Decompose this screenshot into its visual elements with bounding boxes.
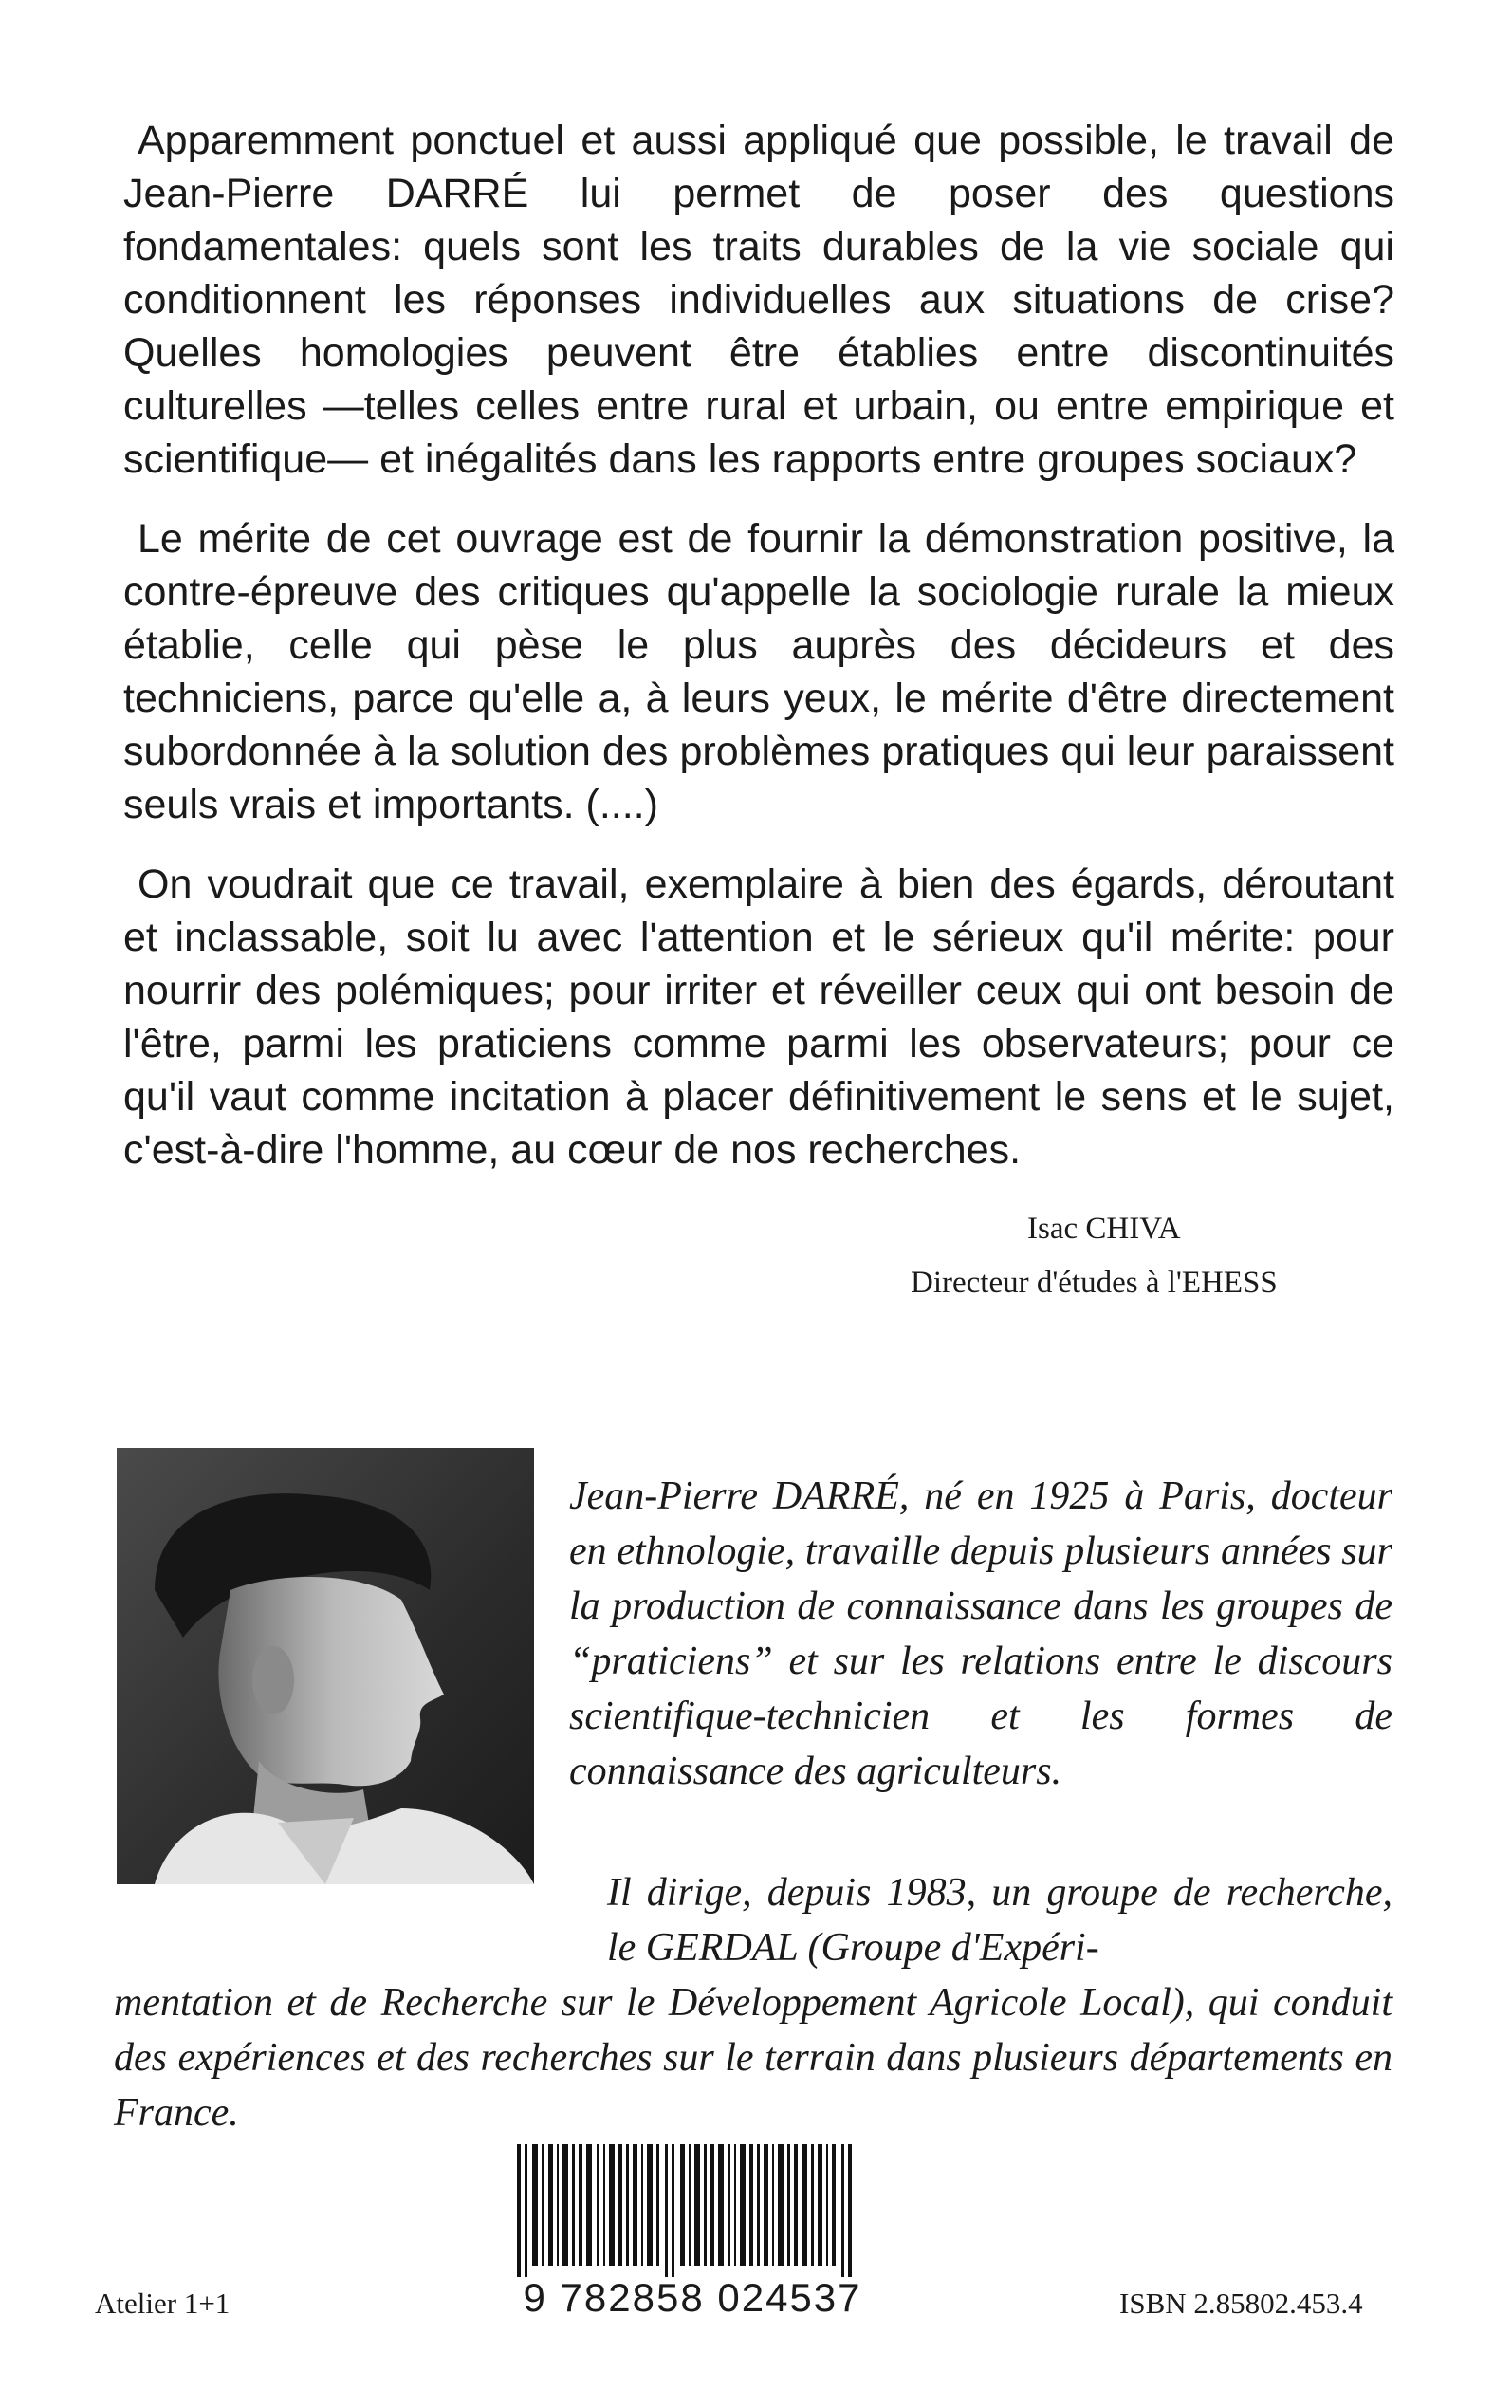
author-bio-paragraph-2-end: mentation et de Recherche sur le Développement Agricole Local), qui conduit des expériences et des recherches sur le terrain dans plusieurs départements en France. [114, 1981, 1392, 2135]
isbn-label: ISBN 2.85802.453.4 [1119, 2287, 1363, 2320]
author-portrait [117, 1448, 534, 1884]
author-bio-paragraph-2-start: Il dirige, depuis 1983, un groupe de recherche, le GERDAL (Groupe d'Expéri- [607, 1871, 1392, 1970]
quote-paragraph-2: Le mérite de cet ouvrage est de fournir la démonstration positive, la contre-épreuve des critiques qu'appelle la sociologie rurale la mieux établie, celle qui pèse le plus auprès des décideurs et des techniciens, parce qu'elle a, à leurs yeux, le mérite d'être directement subordonnée à la solution des problèmes pratiques qui leur paraissent seuls vrais et importants. (....) [123, 516, 1394, 827]
back-cover-quote [123, 114, 1394, 1203]
signature-name: Isac CHIVA [1027, 1212, 1181, 1246]
signature-title: Directeur d'études à l'EHESS [911, 1266, 1278, 1300]
barcode-digits: 9 782858 024537 [523, 2275, 862, 2320]
isbn-barcode [517, 2144, 858, 2277]
quote-paragraph-3: On voudrait que ce travail, exemplaire à bien des égards, déroutant et inclassable, soit lu avec l'attention et le sérieux qu'il mérite: pour nourrir des polémiques; pour irriter et réveiller ceux qui ont besoin de l'être, parmi les praticiens comme parmi les observateurs; pour ce qu'il vaut comme incitation à placer définitivement le sens et le sujet, c'est-à-dire l'homme, au cœur de nos recherches. [123, 861, 1394, 1173]
publisher-label: Atelier 1+1 [95, 2287, 230, 2320]
author-bio-paragraph-1: Jean-Pierre DARRÉ, né en 1925 à Paris, docteur en ethnologie, travaille depuis plusieurs années sur la production de connaissance dans les groupes de “praticiens” et sur les relations entre le discours scientifique-technicien et les formes de connaissance des agriculteurs. [569, 1474, 1392, 1793]
quote-paragraph-1: Apparemment ponctuel et aussi appliqué que possible, le travail de Jean-Pierre DARRÉ lui permet de poser des questions fondamentales: quels sont les traits durables de la vie sociale qui conditionnent les réponses individuelles aux situations de crise? Quelles homologies peuvent être établies entre discontinuités culturelles —telles celles entre rural et urbain, ou entre empirique et scientifique— et inégalités dans les rapports entre groupes sociaux? [123, 118, 1394, 482]
